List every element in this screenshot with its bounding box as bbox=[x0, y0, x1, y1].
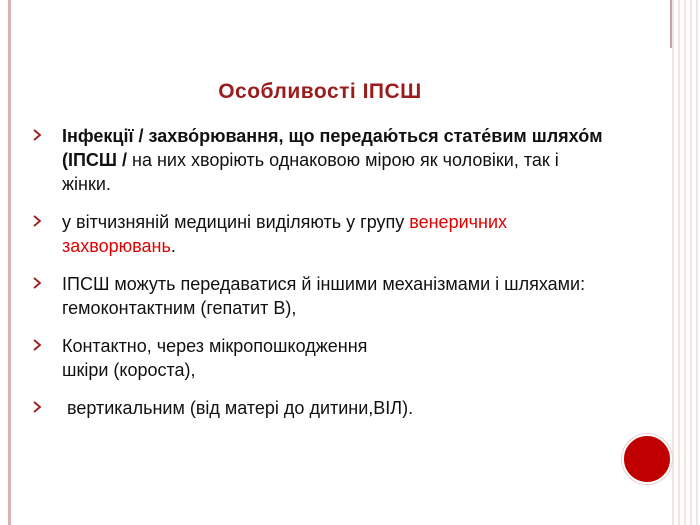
bullet-item-4 bbox=[32, 334, 612, 382]
bullet-2-text: у вітчизняній медицині виділяють у групу bbox=[62, 212, 410, 232]
slide-title: Особливості ІПСШ bbox=[218, 80, 422, 103]
bullet-1-text: на них хворіють однаковою мірою як чоловіки, так і жінки. bbox=[62, 150, 559, 194]
chevron-right-icon bbox=[32, 129, 42, 141]
chevron-right-icon bbox=[32, 339, 42, 351]
bullet-3-text: ІПСШ можуть передаватися й іншими механізмами і шляхами: гемоконтактним (гепатит В), bbox=[62, 274, 586, 318]
chevron-right-icon bbox=[32, 401, 42, 413]
bullet-2-end: . bbox=[170, 236, 176, 256]
chevron-right-icon bbox=[32, 277, 42, 289]
bullet-list bbox=[32, 124, 612, 434]
bullet-2-highlight: венеричних захворювань bbox=[62, 212, 508, 256]
bullet-item-2 bbox=[32, 210, 612, 258]
bullet-item-1 bbox=[32, 124, 612, 196]
bullet-5-text: вертикальним (від матері до дитини,ВІЛ). bbox=[62, 398, 414, 418]
bullet-1-bold-text: Інфекції / захво́рювання, що передаю́ться стате́вим шляхо́м (ІПСШ / bbox=[62, 126, 603, 170]
right-decorative-stripes bbox=[672, 0, 700, 525]
bullet-item-5 bbox=[32, 396, 612, 420]
chevron-right-icon bbox=[32, 215, 42, 227]
bullet-4-line2: шкіри (короста), bbox=[62, 360, 196, 380]
bullet-item-3 bbox=[32, 272, 612, 320]
bullet-4-line1: Контактно, через мікропошкодження bbox=[62, 336, 368, 356]
left-border-line bbox=[8, 0, 11, 525]
decorative-circle bbox=[622, 434, 672, 484]
